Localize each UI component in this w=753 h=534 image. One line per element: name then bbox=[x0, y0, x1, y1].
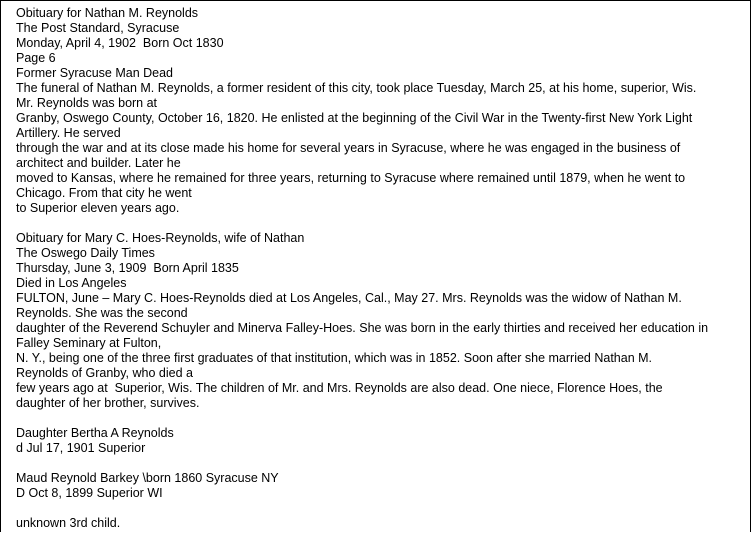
text-line: D Oct 8, 1899 Superior WI bbox=[16, 486, 163, 500]
text-line bbox=[16, 501, 746, 516]
text-line: Died in Los Angeles bbox=[16, 276, 127, 290]
text-line: The Oswego Daily Times bbox=[16, 246, 155, 260]
text-line: Granby, Oswego County, October 16, 1820. He enlisted at the beginning of the Civil War in the Twenty-first New York Light bbox=[16, 111, 693, 125]
text-line: unknown 3rd child. bbox=[16, 516, 121, 530]
text-line: Page 6 bbox=[16, 51, 56, 65]
text-line: daughter of her brother, survives. bbox=[16, 396, 200, 410]
text-line: architect and builder. Later he bbox=[16, 156, 181, 170]
text-line: Monday, April 4, 1902 Born Oct 1830 bbox=[16, 36, 224, 50]
text-line: Mr. Reynolds was born at bbox=[16, 96, 158, 110]
text-line: few years ago at Superior, Wis. The children of Mr. and Mrs. Reynolds are also dead. One niece, Florence Hoes, the bbox=[16, 381, 663, 395]
text-line: daughter of the Reverend Schuyler and Minerva Falley-Hoes. She was born in the early thirties and received her education in bbox=[16, 321, 709, 335]
text-line bbox=[16, 456, 746, 471]
text-line: Falley Seminary at Fulton, bbox=[16, 336, 162, 350]
text-line: Thursday, June 3, 1909 Born April 1835 bbox=[16, 261, 239, 275]
text-line bbox=[16, 216, 746, 231]
text-line: through the war and at its close made his home for several years in Syracuse, where he was engaged in the business of bbox=[16, 141, 681, 155]
text-line: moved to Kansas, where he remained for three years, returning to Syracuse where remained until 1879, when he went to bbox=[16, 171, 686, 185]
text-line: N. Y., being one of the three first graduates of that institution, which was in 1852. Soon after she married Nathan M. bbox=[16, 351, 653, 365]
text-line: The Post Standard, Syracuse bbox=[16, 21, 180, 35]
document-text bbox=[16, 6, 746, 531]
text-line: Obituary for Mary C. Hoes-Reynolds, wife of Nathan bbox=[16, 231, 305, 245]
text-line: The funeral of Nathan M. Reynolds, a former resident of this city, took place Tuesday, March 25, at his home, superior, Wis. bbox=[16, 81, 697, 95]
text-line: Maud Reynold Barkey \born 1860 Syracuse NY bbox=[16, 471, 279, 485]
text-line: d Jul 17, 1901 Superior bbox=[16, 441, 146, 455]
text-line: to Superior eleven years ago. bbox=[16, 201, 180, 215]
text-line: Obituary for Nathan M. Reynolds bbox=[16, 6, 199, 20]
text-line: Chicago. From that city he went bbox=[16, 186, 192, 200]
text-line: Artillery. He served bbox=[16, 126, 121, 140]
text-line: Former Syracuse Man Dead bbox=[16, 66, 174, 80]
text-line bbox=[16, 411, 746, 426]
text-line: Reynolds of Granby, who died a bbox=[16, 366, 193, 380]
text-line: Reynolds. She was the second bbox=[16, 306, 188, 320]
text-line: Daughter Bertha A Reynolds bbox=[16, 426, 174, 440]
text-line: FULTON, June – Mary C. Hoes-Reynolds died at Los Angeles, Cal., May 27. Mrs. Reynolds was the widow of Nathan M. bbox=[16, 291, 682, 305]
